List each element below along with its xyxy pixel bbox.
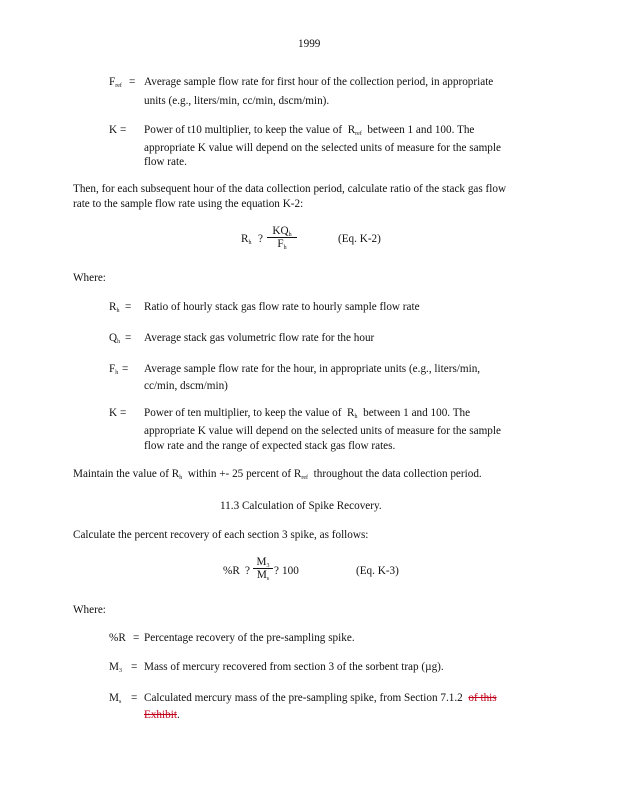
def-equals: = xyxy=(133,632,140,644)
def-symbol-ms: $M_s$ xyxy=(109,692,122,705)
def-symbol-rh: $R_h$ xyxy=(109,301,120,314)
equation-lhs: %R xyxy=(223,565,240,577)
def-symbol-percent-r: %R xyxy=(109,632,126,644)
deleted-text: Exhibit xyxy=(144,709,177,721)
def-text-cont: flow rate. xyxy=(144,156,187,168)
def-equals: = xyxy=(120,124,127,136)
paragraph-line: Calculate the percent recovery of each section 3 spike, as follows: xyxy=(73,529,369,541)
def-text-cont: units (e.g., liters/min, cc/min, dscm/min). xyxy=(144,95,330,107)
def-equals: = xyxy=(131,661,138,673)
equation-multiplier: 100 xyxy=(282,565,299,577)
def-equals: = xyxy=(120,407,127,419)
equation-fraction xyxy=(267,225,297,250)
fraction-denominator: $F_h$ xyxy=(277,238,287,251)
equation-label: (Eq. K-3) xyxy=(356,565,399,577)
def-symbol-fh: $F_h$ xyxy=(109,363,119,376)
def-text-cont: appropriate K value will depend on the selected units of measure for the sample xyxy=(144,425,501,437)
deleted-text: of this xyxy=(468,692,497,704)
def-text-cont: appropriate K value will depend on the selected units of measure for the sample xyxy=(144,142,501,154)
def-text: Average sample flow rate for first hour of the collection period, in appropriate xyxy=(144,76,494,88)
paragraph-line: Then, for each subsequent hour of the data collection period, calculate ratio of the stack gas flow xyxy=(73,183,507,195)
fraction-numerator: $M_3$ xyxy=(256,556,270,569)
def-text: Percentage recovery of the pre-sampling spike. xyxy=(144,632,355,644)
def-equals: = xyxy=(125,332,132,344)
equation-operator: ? xyxy=(245,565,250,577)
page-number: 1999 xyxy=(298,38,321,50)
fraction-numerator: $KQ_h$ xyxy=(272,225,292,238)
def-text: Power of t10 multiplier, to keep the value of $R_{ref}$ between 1 and 100. The xyxy=(144,124,475,137)
def-text: Power of ten multiplier, to keep the value of $R_h$ between 1 and 100. The xyxy=(144,407,471,420)
paragraph-line: rate to the sample flow rate using the equation K-2: xyxy=(73,198,304,210)
where-label: Where: xyxy=(73,272,106,284)
def-symbol-k: K xyxy=(109,124,118,136)
def-text: Average sample flow rate for the hour, in appropriate units (e.g., liters/min, xyxy=(144,363,481,375)
def-text: Calculated mercury mass of the pre-sampling spike, from Section 7.1.2 of this xyxy=(144,692,497,704)
fraction-denominator: $M_s$ xyxy=(256,569,270,582)
def-text: Ratio of hourly stack gas flow rate to hourly sample flow rate xyxy=(144,301,420,313)
equation-lhs: $R_h$ xyxy=(241,233,252,246)
def-text-cont: flow rate and the range of expected stack gas flow rates. xyxy=(144,440,396,452)
def-symbol-k: K xyxy=(109,407,118,419)
paragraph-line: Maintain the value of $R_h$ within +- 25 percent of $R_{ref}$ throughout the data collection period. xyxy=(73,468,482,481)
def-text-cont: Exhibit. xyxy=(144,709,180,721)
inline-symbol-rref: $R_{ref}$ xyxy=(293,468,309,481)
def-equals: = xyxy=(131,692,138,704)
def-equals: = xyxy=(125,301,132,313)
def-text: Mass of mercury recovered from section 3 of the sorbent trap (µg). xyxy=(144,661,444,673)
inline-symbol-rh: $R_h$ xyxy=(347,407,358,420)
equation-label: (Eq. K-2) xyxy=(338,233,381,245)
equation-operator: ? xyxy=(258,233,263,245)
equation-fraction xyxy=(253,556,273,581)
def-text-cont: cc/min, dscm/min) xyxy=(144,380,228,392)
inline-symbol-rh: $R_h$ xyxy=(171,468,183,481)
def-text: Average stack gas volumetric flow rate for the hour xyxy=(144,332,375,344)
def-symbol-m3: $M_3$ xyxy=(109,661,122,674)
def-symbol-fref: $F_{ref}$ xyxy=(109,76,122,89)
section-title: 11.3 Calculation of Spike Recovery. xyxy=(220,500,382,512)
def-equals: = xyxy=(122,363,129,375)
where-label: Where: xyxy=(73,604,106,616)
equation-operator: ? xyxy=(274,565,279,577)
inline-symbol-rref: $R_{ref}$ xyxy=(347,124,362,137)
def-symbol-qh: $Q_h$ xyxy=(109,332,121,345)
def-equals: = xyxy=(129,76,136,88)
